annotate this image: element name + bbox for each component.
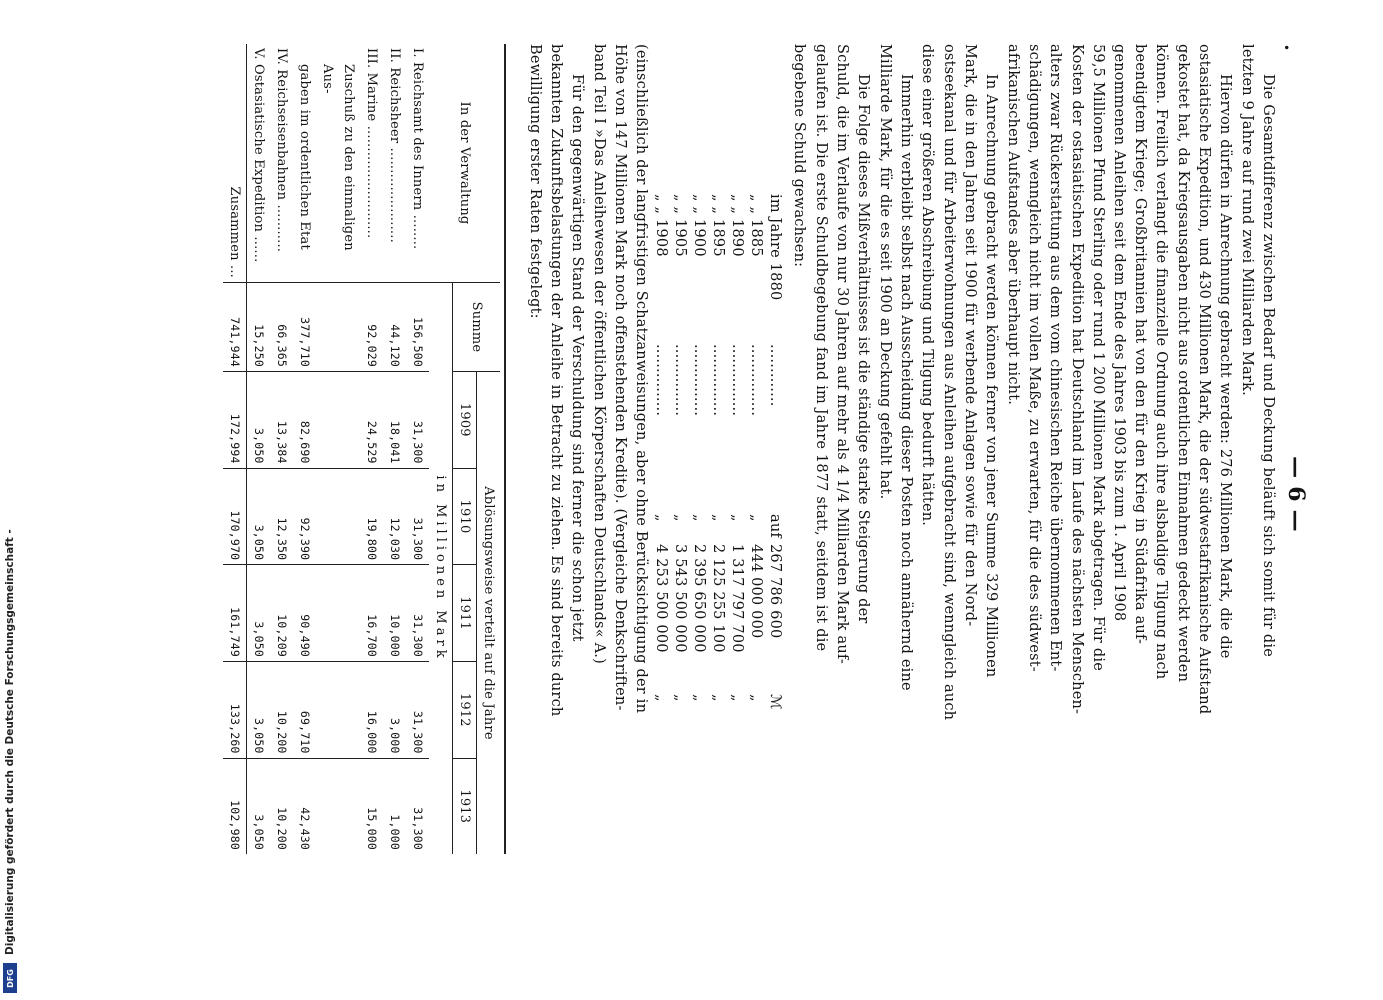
digitization-credit: Digitalisierung gefördert durch die Deutsche Forschungsgemeinschaft -: [4, 529, 16, 955]
row-sum: 44,120: [383, 283, 406, 372]
table-row: [247, 44, 271, 854]
row-year-value: 3,050: [247, 565, 271, 662]
col-header-sum: Summe: [453, 283, 501, 372]
text-line: In Anrechnung gebracht werden können ferner von jener Summe 329 Millionen: [983, 74, 999, 678]
row-year-value: 24,529: [360, 372, 383, 469]
paragraph-expedition: [1002, 44, 1235, 854]
total-value: 172,994: [223, 372, 247, 469]
paragraph-einschliesslich: [587, 44, 651, 854]
debt-unit: „: [710, 694, 726, 702]
debt-unit: „: [691, 694, 707, 702]
row-year-value: 3,050: [247, 661, 271, 758]
row-year-value: 42,430: [293, 758, 316, 854]
debt-unit: „: [729, 694, 745, 702]
text-line: gekostet hat, da Kriegsausgaben nicht aus ordentlichen Einnahmen gedeckt werden: [1174, 44, 1191, 683]
row-year-value: 31,300: [406, 372, 429, 469]
total-value: 741,944: [223, 283, 247, 372]
row-label: II. Reichsheer ......................: [387, 48, 402, 243]
debt-amount: 1 317 797 700: [729, 544, 745, 653]
debt-unit: „: [748, 694, 764, 702]
table-row: [270, 44, 293, 854]
leader-dots: .............: [767, 344, 783, 407]
paragraph-zukunft: [523, 44, 587, 854]
row-year-value: 31,300: [406, 468, 429, 565]
text-line: letzten 9 Jahre auf rund zwei Milliarden Mark.: [1238, 44, 1255, 396]
text-line: Kosten der ostasiatischen Expedition hat Deutschland im Laufe des nächsten Menschen-: [1068, 44, 1085, 715]
debt-label: „: [653, 514, 669, 522]
debt-label: auf: [767, 514, 783, 538]
text-line: Höhe von 147 Millionen Mark noch offenstehenden Kredite). (Vergleiche Denkschriften-: [611, 44, 628, 711]
leader-dots: ...............: [729, 344, 745, 417]
debt-list-row: [709, 194, 728, 754]
header-mark: •: [1279, 44, 1293, 52]
text-line: schädigungen, wenngleich nicht im vollen Maße, zu erwarten, für die des südwest-: [1026, 44, 1043, 672]
row-label: Zuschuß zu den einmaligen Aus-: [320, 64, 356, 251]
paragraph-anrechnung: [916, 44, 1001, 854]
debt-amount: 2 125 255 100: [710, 544, 726, 653]
debt-amount: 267 786 600: [767, 544, 783, 639]
debt-year: „ „ 1885: [748, 194, 764, 257]
text-line: Hiervon dürfen in Anrechnung gebracht werden: 276 Millionen Mark, die die: [1217, 74, 1233, 659]
text-line: gelaufen ist. Die erste Schuldbegebung fand im Jahre 1877 statt, seitdem ist die: [812, 44, 829, 652]
row-year-value: 31,300: [406, 661, 429, 758]
year-header: 1913: [453, 758, 477, 854]
row-year-value: 16,000: [360, 661, 383, 758]
total-value: 170,970: [223, 468, 247, 565]
row-sum: 92,029: [360, 283, 383, 372]
leader-dots: ...............: [672, 344, 688, 417]
debt-list-row: [652, 194, 671, 754]
text-line: Die Folge dieses Mißverhältnisses ist die ständige starke Steigerung der: [855, 74, 871, 624]
debt-unit: ℳ: [767, 694, 783, 710]
text-line: Mark, die in den Jahren seit 1900 für werbende Anlagen sowie für den Nord-: [961, 44, 978, 627]
row-year-value: [316, 372, 360, 469]
debt-year: „ „ 1900: [691, 194, 707, 257]
row-year-value: 19,800: [360, 468, 383, 565]
text-line: Die Gesamtdifferenz zwischen Bedarf und Deckung beläuft sich somit für die: [1260, 74, 1276, 658]
leader-dots: ...............: [710, 344, 726, 417]
row-year-value: 13,384: [270, 372, 293, 469]
row-year-value: 18,041: [383, 372, 406, 469]
text-line: genommenen Anleihen seit dem Ende des Jahres 1903 bis zum 1. April 1908: [1111, 44, 1128, 622]
row-year-value: 10,000: [383, 565, 406, 662]
row-year-value: 3,050: [247, 468, 271, 565]
total-label: Zusammen ...: [223, 44, 247, 283]
debt-amount: 2 395 650 000: [691, 544, 707, 653]
row-year-value: [316, 565, 360, 662]
text-line: Bewilligung erster Raten festgelegt:: [526, 44, 543, 319]
row-year-value: [316, 758, 360, 854]
col-header-admin: In der Verwaltung: [457, 101, 472, 225]
paragraph-milliarde: [874, 44, 916, 854]
row-year-value: 31,300: [406, 758, 429, 854]
row-year-value: 69,710: [293, 661, 316, 758]
text-line: begebene Schuld gewachsen:: [791, 44, 808, 268]
row-year-value: [316, 468, 360, 565]
row-label: IV. Reichseisenbahnen ...........: [274, 48, 289, 253]
text-line: alters zwar Rückerstattung aus dem vom chinesischen Reiche übernommenen Ent-: [1047, 44, 1064, 672]
row-label: V. Ostasiatische Expedition ......: [251, 48, 266, 263]
text-line: Schuld, die im Verlaufe von nur 30 Jahren auf mehr als 4 1/4 Milliarden Mark auf-: [833, 44, 850, 665]
leader-dots: ...............: [691, 344, 707, 417]
leader-dots: ...............: [653, 344, 669, 417]
col-header-group: Ablösungsweise verteilt auf die Jahre: [477, 372, 501, 855]
debt-label: „: [729, 514, 745, 522]
text-line: 59,5 Millionen Pfund Sterling oder rund 1 200 Millionen Mark abgetragen. Für die: [1089, 44, 1106, 671]
row-year-value: 3,050: [247, 758, 271, 854]
row-sum: [316, 283, 360, 372]
year-header: 1912: [453, 661, 477, 758]
text-line: Für den gegenwärtigen Stand der Verschuldung sind ferner die schon jetzt: [569, 74, 585, 642]
text-line: ostseekanal und für Arbeiterwohnungen aus Anleihen aufgebracht sind, wenngleich auch: [940, 44, 957, 721]
debt-list-row: [747, 194, 766, 754]
intro-paragraph: [1236, 44, 1278, 854]
page-number: — 6 —: [1283, 456, 1309, 532]
text-line: ostasiatische Expedition, und 430 Millionen Mark, die der südwestafrikanische Aufstand: [1195, 44, 1212, 715]
debt-year: „ „ 1905: [672, 194, 688, 257]
row-year-value: 12,030: [383, 468, 406, 565]
debt-label: „: [710, 514, 726, 522]
row-year-value: 3,000: [383, 661, 406, 758]
row-year-value: 31,300: [406, 565, 429, 662]
row-sum: 66,365: [270, 283, 293, 372]
row-label: I. Reichsamt des Innern ........: [410, 48, 425, 250]
text-line: können. Freilich verlangt die finanzielle Ordnung auch ihre alsbaldige Tilgung nach: [1153, 44, 1170, 680]
total-value: 161,749: [223, 565, 247, 662]
debt-label: „: [691, 514, 707, 522]
row-year-value: 1,000: [383, 758, 406, 854]
row-sum: 15,250: [247, 283, 271, 372]
paragraph-schuld: [788, 44, 873, 854]
text-line: diese einer größeren Abschreibung und Tilgung bedurft hätten.: [919, 44, 936, 527]
budget-table: [223, 44, 500, 854]
table-top-rule: [504, 44, 506, 854]
debt-list-row: [766, 194, 785, 754]
debt-unit: „: [653, 694, 669, 702]
debt-list-row: [728, 194, 747, 754]
total-value: 133,260: [223, 661, 247, 758]
debt-year: „ „ 1890: [729, 194, 745, 257]
text-line: Milliarde Mark, für die es seit 1900 an Deckung gefehlt hat.: [876, 44, 893, 500]
row-year-value: 10,200: [270, 661, 293, 758]
rotated-page: [106, 44, 1309, 944]
text-line: afrikanischen Aufstandes aber überhaupt nicht.: [1005, 44, 1022, 406]
unit-row: in Millionen Mark: [429, 283, 453, 855]
debt-unit: „: [672, 694, 688, 702]
debt-list-row: [690, 194, 709, 754]
text-line: Immerhin verbleibt selbst nach Ausscheidung dieser Posten noch annähernd eine: [898, 74, 914, 691]
table-row: [360, 44, 383, 854]
dfg-logo: DFG: [3, 963, 17, 993]
total-value: 102,980: [223, 758, 247, 854]
table-row: [316, 44, 360, 854]
row-year-value: 10,209: [270, 565, 293, 662]
row-year-value: [316, 661, 360, 758]
row-sum: 156,500: [406, 283, 429, 372]
debt-amount: 4 253 500 000: [653, 544, 669, 653]
row-label: III. Marine ..........................: [364, 48, 379, 239]
row-sum: 377,710: [293, 283, 316, 372]
table-body: [247, 44, 430, 854]
debt-list-row: [671, 194, 690, 754]
debt-year: „ „ 1895: [710, 194, 726, 257]
debt-label: „: [672, 514, 688, 522]
row-year-value: 3,050: [247, 372, 271, 469]
year-header: 1910: [453, 468, 477, 565]
row-year-value: 10,200: [270, 758, 293, 854]
row-label: gaben im ordentlichen Etat: [297, 64, 312, 250]
text-line: beendigtem Kriege; Großbritannien hat von den für den Krieg in Südafrika auf-: [1132, 44, 1149, 645]
text-line: bekannten Zukunftsbelastungen der Anleihe in Betracht zu ziehen. Es sind bereits durch: [547, 44, 564, 717]
row-year-value: 90,490: [293, 565, 316, 662]
text-line: (einschließlich der langfristigen Schatzanweisungen, aber ohne Berücksichtigung der in: [633, 44, 649, 714]
row-year-value: 82,690: [293, 372, 316, 469]
table-total-row: [223, 44, 247, 854]
table-row: [406, 44, 429, 854]
debt-year: im Jahre 1880: [767, 194, 783, 301]
row-year-value: 16,700: [360, 565, 383, 662]
debt-amount: 444 000 000: [748, 544, 764, 639]
text-line: band Teil I »Das Anleihewesen der öffentlichen Körperschaften Deutschlands« A.): [590, 44, 607, 664]
year-header: 1909: [453, 372, 477, 469]
table-row: [293, 44, 316, 854]
row-year-value: 12,350: [270, 468, 293, 565]
leader-dots: ...............: [748, 344, 764, 417]
row-year-value: 15,000: [360, 758, 383, 854]
table-row: [383, 44, 406, 854]
debt-amount: 3 543 500 000: [672, 544, 688, 653]
row-year-value: 92,390: [293, 468, 316, 565]
year-header: 1911: [453, 565, 477, 662]
debt-label: „: [748, 514, 764, 522]
debt-year: „ „ 1908: [653, 194, 669, 257]
